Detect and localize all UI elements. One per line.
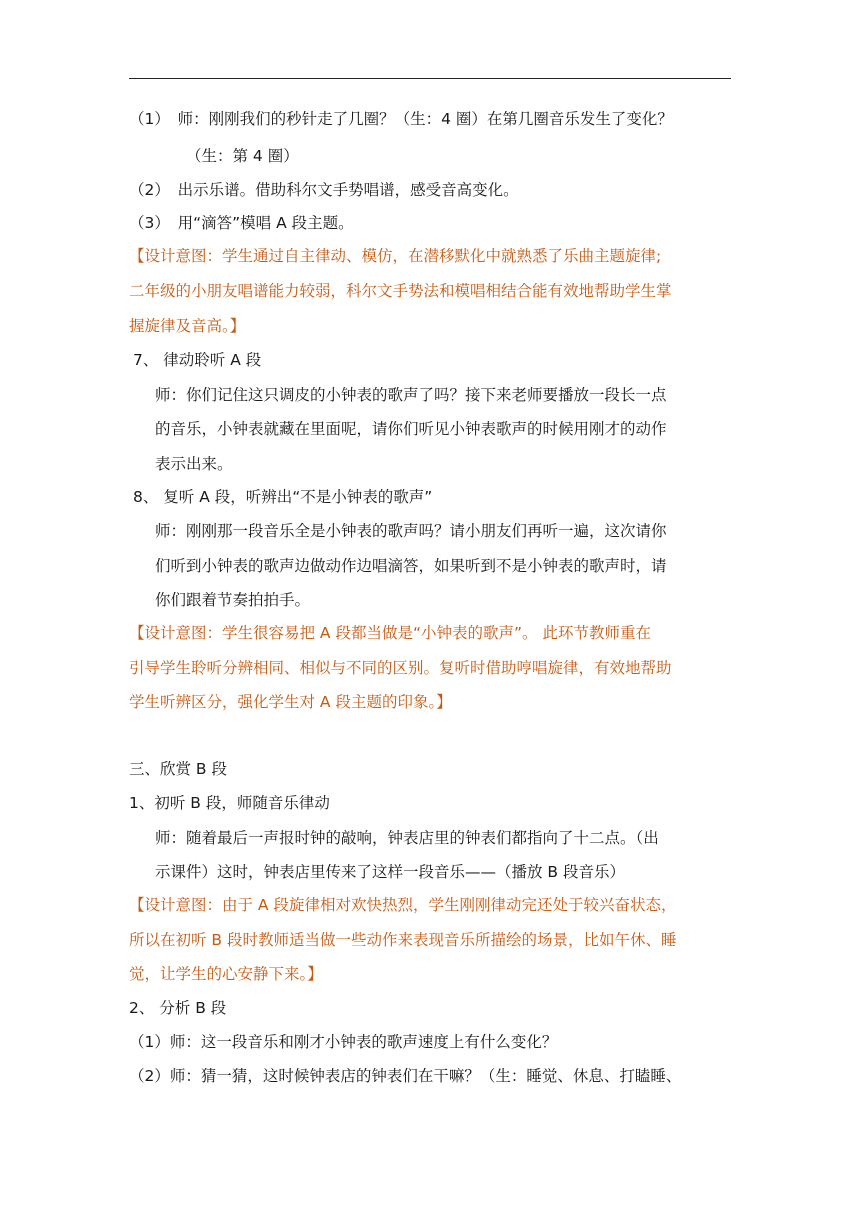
step-1-line: （1） 师：刚刚我们的秒针走了几圈？（生：4 圈）在第几圈音乐发生了变化？ (129, 110, 673, 128)
header-rule (129, 78, 731, 79)
design-intent-1-line-2: 二年级的小朋友唱谱能力较弱，科尔文手势法和模唱相结合能有效地帮助学生掌 (129, 282, 672, 300)
b-step-2-question-2: （2）师：猜一猜，这时候钟表店的钟表们在干嘛？（生：睡觉、休息、打瞌睡、 (129, 1067, 682, 1085)
design-intent-3-line-1: 【设计意图：由于 A 段旋律相对欢快热烈，学生刚刚律动完还处于较兴奋状态， (129, 896, 677, 914)
design-intent-1-line-3: 握旋律及音高。】 (129, 317, 246, 335)
step-1-answer-line: （生：第 4 圈） (186, 147, 299, 165)
design-intent-1-line-1: 【设计意图：学生通过自主律动、模仿，在潜移默化中就熟悉了乐曲主题旋律; (129, 247, 662, 265)
section-8-text-line-1: 师：刚刚那一段音乐全是小钟表的歌声吗？请小朋友们再听一遍，这次请你 (155, 522, 667, 540)
step-3-line: （3） 用“滴答”模唱 A 段主题。 (129, 214, 354, 232)
step-2-line: （2） 出示乐谱。借助科尔文手势唱谱，感受音高变化。 (129, 181, 519, 199)
design-intent-2-line-1: 【设计意图：学生很容易把 A 段都当做是“小钟表的歌声”。 此环节教师重在 (129, 624, 651, 642)
b-step-1-text-line-1: 师：随着最后一声报时钟的敲响，钟表店里的钟表们都指向了十二点。（出 (155, 829, 659, 847)
part-three-heading: 三、欣赏 B 段 (129, 760, 227, 778)
b-step-2-question-1: （1）师：这一段音乐和刚才小钟表的歌声速度上有什么变化？ (129, 1033, 558, 1051)
section-8-text-line-2: 们听到小钟表的歌声边做动作边唱滴答，如果听到不是小钟表的歌声时，请 (155, 557, 667, 575)
b-step-1-heading: 1、初听 B 段，师随音乐律动 (129, 794, 330, 812)
section-7-text-line-2: 的音乐，小钟表就藏在里面呢，请你们听见小钟表歌声的时候用刚才的动作 (155, 420, 667, 438)
b-step-1-text-line-2: 示课件）这时，钟表店里传来了这样一段音乐——（播放 B 段音乐） (155, 863, 625, 881)
section-8-heading: 8、 复听 A 段，听辨出“不是小钟表的歌声” (133, 488, 433, 506)
design-intent-2-line-3: 学生听辨区分，强化学生对 A 段主题的印象。】 (129, 693, 452, 711)
design-intent-3-line-3: 觉，让学生的心安静下来。】 (129, 965, 323, 983)
section-7-text-line-3: 表示出来。 (155, 455, 233, 473)
design-intent-3-line-2: 所以在初听 B 段时教师适当做一些动作来表现音乐所描绘的场景，比如午休、睡 (129, 931, 677, 949)
section-7-heading: 7、 律动聆听 A 段 (133, 351, 262, 369)
design-intent-2-line-2: 引导学生聆听分辨相同、相似与不同的区别。复听时借助哼唱旋律，有效地帮助 (129, 659, 672, 677)
b-step-2-heading: 2、 分析 B 段 (129, 999, 227, 1017)
section-7-text-line-1: 师：你们记住这只调皮的小钟表的歌声了吗？接下来老师要播放一段长一点 (155, 386, 667, 404)
section-8-text-line-3: 你们跟着节奏拍拍手。 (155, 591, 311, 609)
